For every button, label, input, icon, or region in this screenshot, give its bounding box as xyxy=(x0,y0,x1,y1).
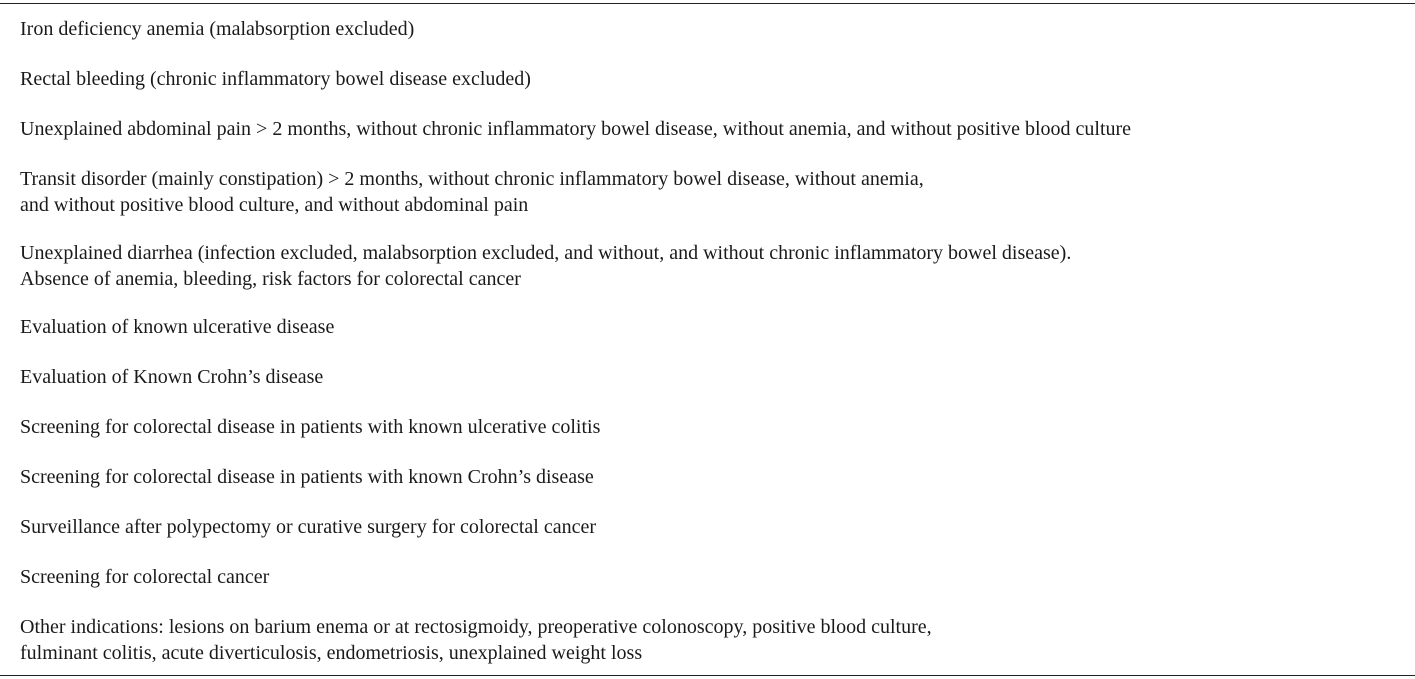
indication-text: and without positive blood culture, and without abdominal pain xyxy=(20,194,529,216)
indication-text: Iron deficiency anemia (malabsorption excluded) xyxy=(20,18,415,40)
indication-row xyxy=(20,116,1400,142)
indication-text: Evaluation of Known Crohn’s disease xyxy=(20,366,324,388)
indication-row xyxy=(20,564,1400,590)
indication-text: Screening for colorectal cancer xyxy=(20,566,270,588)
indication-text: Unexplained diarrhea (infection excluded, malabsorption excluded, and without, and without chronic inflammatory bowel disease). xyxy=(20,242,1072,264)
indication-text: Evaluation of known ulcerative disease xyxy=(20,316,335,338)
indication-row xyxy=(20,464,1400,490)
indication-row xyxy=(20,66,1400,92)
indication-text: Rectal bleeding (chronic inflammatory bowel disease excluded) xyxy=(20,68,531,90)
indication-text: Screening for colorectal disease in patients with known Crohn’s disease xyxy=(20,466,594,488)
indication-row xyxy=(20,16,1400,42)
indication-text: Transit disorder (mainly constipation) > 2 months, without chronic inflammatory bowel disease, without anemia, xyxy=(20,168,924,190)
indication-text: fulminant colitis, acute diverticulosis, endometriosis, unexplained weight loss xyxy=(20,642,643,664)
indication-row xyxy=(20,414,1400,440)
indication-row xyxy=(20,364,1400,390)
indication-row xyxy=(20,240,1400,292)
table-top-rule xyxy=(0,3,1415,4)
indication-text: Screening for colorectal disease in patients with known ulcerative colitis xyxy=(20,416,601,438)
table-bottom-rule xyxy=(0,675,1415,676)
indication-row xyxy=(20,514,1400,540)
indication-text: Unexplained abdominal pain > 2 months, without chronic inflammatory bowel disease, without anemia, and without positive blood culture xyxy=(20,118,1132,140)
indication-text: Other indications: lesions on barium enema or at rectosigmoidy, preoperative colonoscopy, positive blood culture, xyxy=(20,616,932,638)
indication-text: Surveillance after polypectomy or curative surgery for colorectal cancer xyxy=(20,516,597,538)
indication-text: Absence of anemia, bleeding, risk factors for colorectal cancer xyxy=(20,268,521,290)
indication-row xyxy=(20,314,1400,340)
indication-row xyxy=(20,614,1400,666)
indication-row xyxy=(20,166,1400,218)
